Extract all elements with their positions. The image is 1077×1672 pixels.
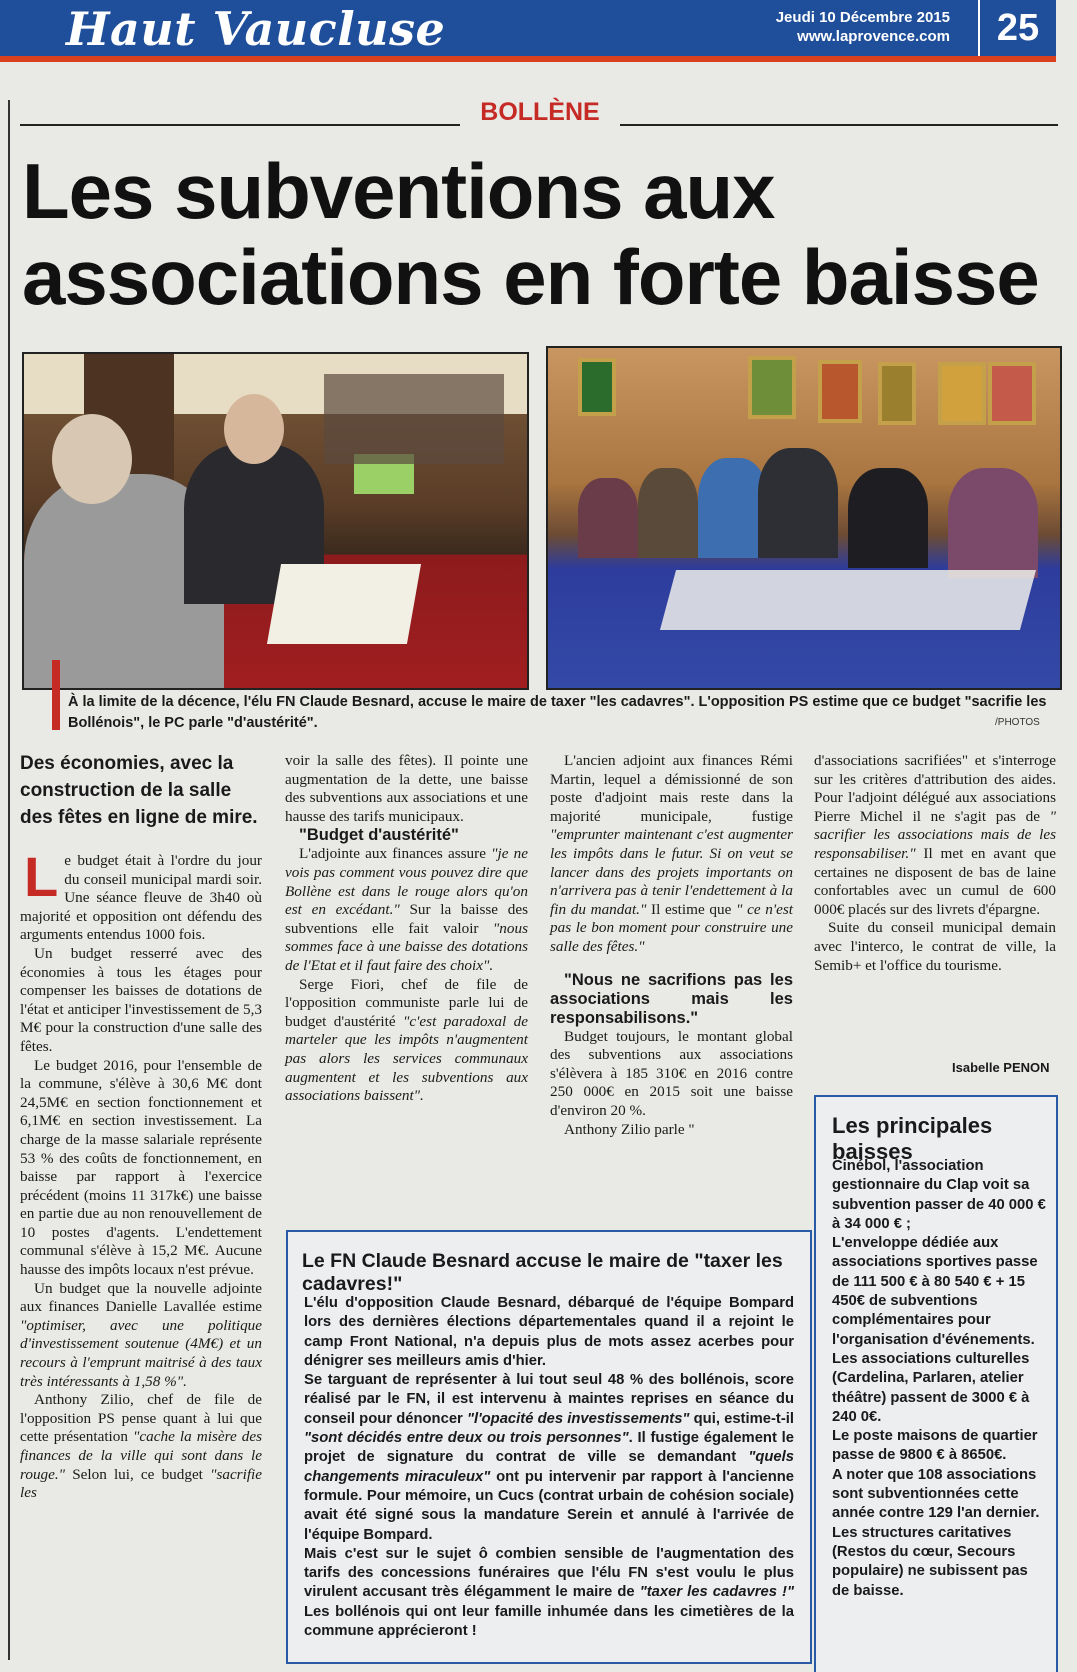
paragraph: Le budget était à l'ordre du jour du conseil municipal mardi soir. Une séance fleuve de 3h40 où majorité et opposition ont défendu des arguments entendus 1000 fois. — [20, 845, 262, 944]
photo-person — [948, 468, 1038, 578]
author-signature: Isabelle PENON — [952, 1060, 1050, 1075]
photo-painting — [988, 362, 1036, 425]
site-link[interactable]: www.laprovence.com — [797, 28, 950, 45]
quote: "optimiser, avec une politique d'investissement soutenue (4M€) et un recours à l'emprunt maitrisé à des taux très intéressants à 1,58 %". — [20, 1316, 262, 1390]
list-item: Le poste maisons de quartier passe de 9800 € à 8650€. — [832, 1428, 1038, 1464]
sidebar-box-baisses — [814, 1095, 1058, 1672]
issue-info — [776, 8, 950, 46]
photo-painting — [748, 356, 796, 419]
quote: "c'est paradoxal de marteler que les impôts n'augmentent pas alors les services communaux augmentent et les subventions aux associations baissent". — [285, 1012, 528, 1105]
quote: "cache la misère des finances de la ville qui sont dans le rouge." — [20, 1428, 263, 1483]
photo-background-people — [324, 374, 504, 464]
issue-date: Jeudi 10 Décembre 2015 — [775, 9, 950, 26]
photo-head — [224, 394, 284, 464]
photo-person — [638, 468, 698, 558]
quote: " ce n'est pas le bon moment pour construire une salle des fêtes." — [550, 900, 793, 955]
publication-title: Haut Vaucluse — [66, 2, 446, 56]
box-paragraph: L'élu d'opposition Claude Besnard, débarqué de l'équipe Bompard lors des dernières élections départementales quand il a rejoint le camp Front National, n'a depuis plus de mots assez acerbes pour dénigrer ses meilleurs amis d'hier. — [304, 1295, 794, 1369]
article-column-2 — [285, 752, 528, 1106]
photo-person — [578, 478, 638, 558]
article-column-1 — [20, 845, 263, 1503]
photo-council-left — [22, 352, 529, 690]
photo-credit: /PHOTOS — [995, 717, 1040, 728]
caption-accent-bar — [52, 660, 60, 730]
paragraph: Budget toujours, le montant global des subventions aux associations s'élèvera à 185 310€ en 2016 contre 250 000€ en 2015 soit une baisse d'environ 20 %. — [550, 1027, 793, 1119]
drop-cap: L — [24, 845, 59, 908]
list-item: A noter que 108 associations sont subventionnées cette année contre 129 l'an dernier. Les structures caritatives (Restos du cœur, Secours populaire) ne subissent pas de baisse. — [832, 1466, 1040, 1599]
box-body — [304, 1294, 794, 1641]
paragraph: L'ancien adjoint aux finances Rémi Martin, lequel a démissionné de son poste d'adjoint mais reste dans la majorité municipale, fustige "emprunter maintenant c'est augmenter les impôts dans le futur. Si on veut se lancer dans des projets importants on n'arrivera pas à tenir l'endettement à la fin du mandat." Il estime que " ce n'est pas le bon moment pour construire une salle des fêtes." — [550, 752, 793, 955]
sidebar-box-fn — [286, 1230, 812, 1664]
headline: Les subventions aux associations en forte baisse — [22, 147, 1039, 321]
page-number: 25 — [978, 0, 1056, 56]
paragraph: Anthony Zilio, chef de file de l'opposition PS pense quant à lui que cette présentation "cache la misère des finances de la ville qui sont dans le rouge." Selon lui, ce budget "sacrifie les — [20, 1391, 263, 1502]
box-title: Le FN Claude Besnard accuse le maire de "taxer les cadavres!" — [302, 1250, 783, 1295]
photo-painting — [818, 360, 862, 423]
paragraph: d'associations sacrifiées" et s'interroge sur les critères d'attribution des aides. Pour l'adjoint délégué aux associations Pierre Michel il ne s'agit pas de " sacrifier les associations mais de les responsabiliser." Il met en avant que certaines ne disposent de bas de laine confortables avec un cumul de 600 000€ placés sur des livrets d'épargne. — [814, 752, 1056, 918]
photo-painting — [938, 362, 986, 425]
photo-papers — [267, 564, 421, 644]
paragraph: Anthony Zilio parle " — [564, 1120, 695, 1138]
list-item: L'enveloppe dédiée aux associations sportives passe de 111 500 € à 80 540 € + 15 450€ de subventions complémentaires pour l'organisation d'événements. — [832, 1235, 1038, 1348]
box-title: Les principales baisses — [832, 1113, 993, 1164]
box-paragraph: Se targuant de représenter à lui tout seul 48 % des bollénois, score réalisé par le FN, il est intervenu à maintes reprises en séance du conseil pour dénoncer "l'opacité des investissements" qui, estime-t-il "sont décidés entre deux ou trois personnes". Il fustige également le projet de signature du contrat de ville se demandant "quels changements miraculeux" ont pu intervenir par rapport à l'ancienne formule. Pour mémoire, un Cucs (contrat urbain de cohésion sociale) avait été signé sous la mandature Serein et annulé à l'arrivée de l'équipe Bompard. — [304, 1372, 795, 1543]
photo-caption: À la limite de la décence, l'élu FN Claude Besnard, accuse le maire de taxer "les cadavres". L'opposition PS estime que ce budget "sacrifie les Bollénois", le PC parle "d'austérité". — [68, 694, 1047, 731]
photo-papers — [660, 570, 1036, 630]
paragraph: Serge Fiori, chef de file de l'opposition communiste parle lui de budget d'austérité "c'est paradoxal de marteler que les impôts n'augmentent pas alors les services communaux augmentent et les subventions aux associations baissent". — [285, 975, 528, 1105]
paragraph: voir la salle des fêtes). Il pointe une augmentation de la dette, une baisse des subventions aux associations et une hausse des tarifs municipaux. — [285, 752, 528, 825]
article-lead: Des économies, avec la construction de la salle des fêtes en ligne de mire. — [20, 753, 258, 828]
photo-painting — [578, 358, 616, 416]
photo-painting — [878, 362, 916, 425]
paragraph: Un budget resserré avec des économies à tous les étages pour compenser les baisses de dotations de l'état et anticiper l'investissement de 5,3 M€ pour la construction d'une salle des fêtes. — [20, 944, 262, 1055]
list-item: Les associations culturelles (Cardelina, Parlaren, atelier théâtre) passent de 3000 € à 240 0€. — [832, 1350, 1030, 1425]
quote: "je ne vois pas comment vous pouvez dire que Bollène est dans le rouge alors qu'on est en excédant." — [285, 845, 528, 919]
section-rule-right — [620, 124, 1058, 126]
quote: " sacrifier les associations mais de les responsabiliser." — [814, 807, 1056, 862]
paragraph: Un budget que la nouvelle adjointe aux finances Danielle Lavallée estime "optimiser, avec une politique d'investissement soutenue (4M€) et un recours à l'emprunt maitrisé à des taux très intéressants à 1,58 %". — [20, 1279, 262, 1390]
quote: "emprunter maintenant c'est augmenter les impôts dans le futur. Si on veut se lancer dans des projets importants on n'arrivera pas à tenir l'endettement à la fin du mandat." — [550, 826, 793, 918]
box-body — [832, 1157, 1046, 1601]
photo-person — [758, 448, 838, 558]
photo-council-right — [546, 346, 1062, 690]
box-paragraph: Mais c'est sur le sujet ô combien sensible de l'augmentation des tarifs des concessions funéraires que l'élu FN s'est voulu le plus virulent accusant très élégamment le maire de "taxer les cadavres !" Les bollénois qui ont leur famille inhumée dans les cimetières de la commune apprécieront ! — [304, 1545, 794, 1640]
column-rule — [8, 100, 10, 1660]
paragraph: L'adjointe aux finances assure "je ne vois pas comment vous pouvez dire que Bollène est dans le rouge alors qu'on est en excédant." Sur la baisse des subventions elle fait valoir "nous sommes face à une baisse des dotations de l'Etat et il faut faire des choix". — [285, 845, 528, 974]
list-item: Cinébol, l'association gestionnaire du Clap voit sa subvention passer de 40 000 € à 34 000 € ; — [832, 1158, 1046, 1232]
paragraph: Le budget 2016, pour l'ensemble de la commune, s'élève à 30,6 M€ dont 24,5M€ en section fonctionnement et 6,1M€ en section investissement. La charge de la masse salariale représente 53 % des coûts de fonctionnement, en baisse par rapport à l'exercice précédent (moins 11 317k€) une baisse en partie due au non renouvellement de 10 postes d'agents. L'endettement communal s'élève à 15,2 M€. Aucune hausse des impôts locaux n'est prévue. — [20, 1056, 262, 1279]
article-column-3 — [550, 752, 793, 1139]
subheading: "Nous ne sacrifions pas les associations mais les responsabilisons." — [550, 970, 793, 1027]
subheading: "Budget d'austérité" — [299, 826, 459, 845]
quote: "sacrifie les — [20, 1465, 262, 1502]
paragraph: Suite du conseil municipal demain avec l'interco, le contrat de ville, la Semib+ et l'office du tourisme. — [814, 919, 1056, 974]
masthead — [0, 0, 1056, 62]
photo-head — [52, 414, 132, 504]
section-rule-left — [20, 124, 460, 126]
quote: "nous sommes face à une baisse des dotations de l'Etat et il faut faire des choix". — [285, 919, 528, 974]
section-label: BOLLÈNE — [480, 98, 600, 126]
photo-person — [848, 468, 928, 568]
article-column-4 — [814, 752, 1056, 975]
